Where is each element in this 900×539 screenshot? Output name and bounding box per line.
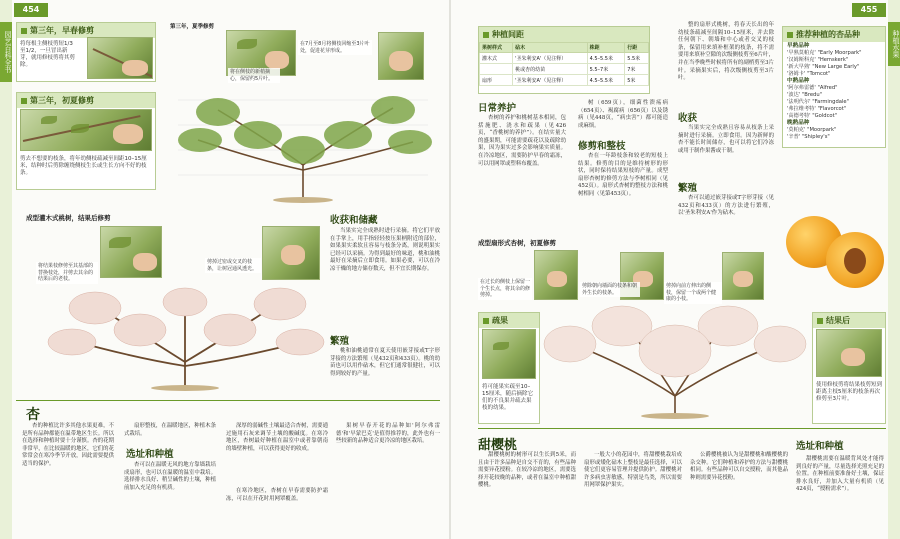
heading-apricot: 杏 bbox=[26, 407, 40, 423]
text-apricot-select: 杏可以在温暖无风的地方靠墙栽培成扇形，也可以在温暖的温室中栽培。选择排水良好、稍呈碱性的土壤，种植前加入充足的有机质。 bbox=[124, 462, 216, 491]
box-after-fruiting bbox=[812, 312, 886, 424]
list-item: '法明代尔' "Farmingdale" bbox=[787, 99, 849, 105]
heading-prop-apricot: 繁殖 bbox=[678, 183, 698, 194]
heading-harvest: 收获和储藏 bbox=[330, 215, 378, 226]
list-item: '洛姆卡' "Tomcot" bbox=[787, 71, 831, 77]
heading-cherry-select: 选址和种植 bbox=[796, 441, 844, 452]
box-thinning bbox=[478, 312, 540, 424]
heading-care: 日常养护 bbox=[478, 103, 517, 114]
apricot-stone bbox=[844, 248, 866, 274]
bullet-icon bbox=[21, 28, 27, 34]
text-fan-pruning: 整的扇形式桃树，将春天长出的年幼枝条疏减至间隔10–15厘米，并去除任何朝下、朝墙和中心或者交叉的枝条，保留用来填补框架的枝条，将不需要用来填补空隙的次级侧枝剪至6片叶，并在当季晚些时候将所有的副梢剪至3片叶。采摘果实后，将次级侧枝剪至3片叶。 bbox=[678, 22, 774, 82]
spacing-table bbox=[479, 42, 649, 86]
fig-fan-caption: 成型扇形式杏树，初夏修剪 bbox=[478, 239, 556, 247]
photo-thinning bbox=[482, 329, 536, 379]
recommend-title: 推荐种植的杏品种 bbox=[796, 30, 860, 39]
spacing-table-box bbox=[478, 26, 650, 94]
spacing-table-title: 种植间距 bbox=[492, 30, 524, 39]
list-item: '弗拉维考特' "Flavorcot" bbox=[787, 106, 847, 112]
heading-pruning: 修剪和整枝 bbox=[578, 141, 626, 152]
text-apricot-col2-top: 扇形整枝，在温暖地区，种植木条式栽培。 bbox=[124, 423, 216, 437]
box-early-summer-text: 剪去不想要的枝条，将年幼侧枝疏减至间距10–15厘米，结种时后剪除缠绕侧枝生长或生长方向不好的枝条。 bbox=[20, 156, 147, 176]
illustration-summer-tree bbox=[158, 80, 448, 205]
list-item: '高德考特' "Goldcot" bbox=[787, 113, 838, 119]
photo-fan-3 bbox=[722, 252, 764, 300]
photo-summer-2 bbox=[378, 32, 424, 80]
text-care: 杏树的养护和桃树基本相同，包括施肥、浇水和疏果（见426页，“香桃树的养护”）。在结实量大的盛果期，可能需要疏花以及疏除幼果，因为果实过多会影响果实质量。在冷凉地区，需要防护早春的霜冻，可以用网罩或塑料布覆盖。 bbox=[478, 115, 566, 167]
box-thinning-text: 将可能果实疏至10–15厘米，随后摘除它们的不良果并疏去果枝的幼果。 bbox=[482, 384, 533, 411]
left-page-number: 454 bbox=[14, 3, 48, 17]
apricot-half-image bbox=[826, 232, 884, 288]
box-early-spring bbox=[16, 22, 156, 82]
bullet-icon bbox=[817, 318, 823, 324]
callout-summer-1: 将在侧枝的新梢摘心，保留约5片叶。 bbox=[228, 68, 280, 83]
callout-fan-2: 剪除朝向墙面的枝条和朝外生长的枝条。 bbox=[580, 282, 640, 297]
list-item: '新大早熟' "New Large Early" bbox=[787, 64, 860, 70]
text-apricot-col3: 深厚的弱碱性土壤最适合杏树，需要通过施用石灰来调节土壤的酸碱度。在寒冷地区，杏树最好种植在温室中或者靠朝南的墙壁种植，可以获得更好的收成。 bbox=[226, 423, 328, 452]
photo-spring-pruning bbox=[87, 37, 153, 79]
variety-list: 早熟品种 '早熟莫帕克' "Early Moorpark" '汉姆斯科克' "Hemskerk" '新大早熟' "New Large Early" '洛姆卡' "Tomcot" 中熟品种 '阿尔弗雷德' "Alfred" '波达' "Bredu" '法明代尔' "Farmingdale" '弗拉维考特' "Flavorcot" '高德考特' "Goldcot" 晚熟品种 '莫帕克' "Moorpark" '辛普' "Shipley's" bbox=[787, 43, 883, 141]
callout-bush-2: 剪掉过密或交叉的枝条，让树冠通风透光。 bbox=[205, 258, 261, 273]
heading-apricot-select: 选址和种植 bbox=[126, 449, 174, 460]
heading-harvest-apricot: 收获 bbox=[678, 113, 698, 124]
list-item: '莫帕克' "Moorpark" bbox=[787, 127, 837, 133]
right-side-strip bbox=[888, 0, 900, 539]
text-apricot: 杏的种植比许多其他水果更难，不是所有品种都能在温带地区生长。所以在选择和种植时要十分谨慎。杏的花期非常早，在比较温暖的地区，它们的花常常会在寒冷季节开放，因此需要提供适当的保护。 bbox=[22, 423, 114, 467]
right-page-number: 455 bbox=[852, 3, 886, 17]
text-disease: 树（659页），细菌性溃疡病（654页）、褐腐病（656页）以及锈病（见448页，“病虫害”）都可能造成麻烦。 bbox=[578, 100, 668, 129]
callout-summer-2: 在7月至8月将侧枝回缩至3片叶处，促进花芽形成。 bbox=[298, 40, 372, 55]
fig-bush-caption: 成型灌木式桃树，结果后修剪 bbox=[26, 214, 111, 222]
text-pruning: 杏在一年龄枝条和较老的短枝上结果。修剪的目的是维持树形的形状，同时保持结果短枝的产量。成型扇形杏树的修剪方法与李树相同（见452页）。扇形式杏树的整枝方法和桃树相同（见第453页）。 bbox=[578, 153, 668, 197]
list-item: '早熟莫帕克' "Early Moorpark" bbox=[787, 50, 862, 56]
bullet-icon bbox=[483, 32, 489, 38]
text-propagation: 桃和油桃通常在夏天使用嵌芽接或T字形芽接的方法繁殖（见432页和433页）。桃的幼苗也可以用作砧木，但它们通常很健壮，可以得到较好的产量。 bbox=[330, 348, 440, 377]
illustration-fan-tree bbox=[540, 296, 810, 421]
table-header-row: 果树样式 砧木 株距 行距 bbox=[480, 43, 649, 53]
text-harvest-apricot: 当果实完全成熟且容易从枝条上采摘时进行采摘。立即食用。因为新鲜的杏不能长时间储存，也可以将它们冷冻或用于制作果酱或干制。 bbox=[678, 125, 774, 154]
heading-propagation: 繁殖 bbox=[330, 336, 350, 347]
photo-fan-1 bbox=[534, 250, 578, 300]
box-early-spring-text: 将每根主侧枝剪短1/3至1/2，一旦冒出新芽，就用修枝剪将其剪除。 bbox=[20, 41, 76, 68]
photo-after-fruiting bbox=[816, 329, 882, 377]
bullet-icon bbox=[787, 32, 793, 38]
heading-cherry: 甜樱桃 bbox=[478, 438, 518, 453]
list-item: '辛普' "Shipley's" bbox=[787, 134, 830, 140]
box-early-summer-title: 第三年，初夏修剪 bbox=[30, 96, 94, 105]
box-after-title: 结果后 bbox=[826, 316, 850, 325]
table-row: 灌木式 '圣朱利安A'（见注释） 4.5–5.5米 5.5米 bbox=[480, 53, 649, 64]
table-row: 桃或杏的幼苗 5.5–7米 7米 bbox=[480, 64, 649, 75]
callout-bush-1: 将结果枝修剪至其基部的替换枝处，并剪去其余的结果后的老枝。 bbox=[36, 262, 98, 284]
box-after-text: 使用修枝剪将结果枝剪短到距离主枝5厘米的枝条再次修剪至3片叶。 bbox=[816, 382, 883, 402]
list-item: '汉姆斯科克' "Hemskerk" bbox=[787, 57, 849, 63]
text-cherry-col2: 一般大小的花园中，将甜樱桃栽培成扇形或矮化砧木上整枝是最佳选择，可以使它们更容易管理并提供防护。甜樱桃对许多病虫害敏感，特别是鸟类，所以需要用网罩保护果实。 bbox=[584, 452, 682, 489]
text-cherry-select: 甜樱桃需要在温暖背风处才能得到良好的产量，尽量选择光照充足的位置。在种植前要准备好土壤，保证排水良好，并加入大量有机质（见424页，“授粉需求”）。 bbox=[796, 456, 884, 493]
list-item: '波达' "Bredu" bbox=[787, 92, 822, 98]
bullet-icon bbox=[483, 318, 489, 324]
divider-apricot bbox=[16, 400, 440, 401]
table-row: 扇形 '圣朱利安A'（见注释） 4.5–5.5米 5米 bbox=[480, 75, 649, 86]
photo-summer-pruning bbox=[20, 109, 152, 151]
right-side-tab: 种植水果 bbox=[888, 22, 900, 66]
bullet-icon bbox=[21, 98, 27, 104]
callout-fan-1: 在过长的侧枝上保留一个生长点，将其余的修剪掉。 bbox=[480, 279, 531, 298]
box-early-summer bbox=[16, 92, 156, 190]
list-item: '阿尔弗雷德' "Alfred" bbox=[787, 85, 838, 91]
text-cherry: 甜樱桃树的树形可以生长到5米，而且由于许多品种是自交不育的，有些品种需要异花授粉。在较冷凉的地区，需要选择开花较晚的品种，或者在温室中种植甜樱桃。 bbox=[478, 452, 576, 489]
box-thinning-title: 疏果 bbox=[492, 316, 508, 325]
left-side-tab: 园艺百科全书 bbox=[0, 22, 12, 82]
illustration-bush-tree bbox=[40, 270, 330, 395]
text-apricot-col4: 果树早春开花的品种如'阿尔弗雷德'和'早蒙巴克'是值得推荐的，此外也有一些较新的品种适合更冷凉的地区栽培。 bbox=[336, 423, 440, 445]
callout-fan-3: 剪掉向前方伸出的侧枝，保留一个或两个健康的小枝。 bbox=[664, 282, 722, 304]
text-prop-apricot: 杏可以通过嵌芽接或T字形芽接（见432页和433页）的方法进行繁殖，以'圣朱利安A'作为砧木。 bbox=[678, 195, 774, 217]
text-cherry-col3: 公爵樱桃被认为是甜樱桃和酸樱桃的杂交种。它们种植和养护的方法与甜樱桃相同。有些品种可以自交授粉，而其他品种则需要异花授粉。 bbox=[690, 452, 788, 481]
page-gutter bbox=[449, 0, 451, 539]
text-harvest: 当果实完全成熟时进行采摘。将它们平放在手掌上，用手指轻轻按压果柄附近的部位，如果果实柔软且容易与枝条分离，则说明果实已经可以采摘。为得到最好的味道，桃和油桃最好在采摘后立即食用。如果必要，可以在冷凉干燥的地方储存数天，但不宜长期保存。 bbox=[330, 228, 440, 272]
recommend-box bbox=[782, 26, 886, 148]
text-apricot-col3b: 在寒冷地区，杏树在早春需要防护霜冻，可以在开花时用网罩覆盖。 bbox=[226, 488, 328, 502]
fig-summer-caption: 第三年，夏季修剪 bbox=[170, 24, 215, 30]
divider-cherry bbox=[478, 428, 886, 429]
box-early-spring-title: 第三年，早春修剪 bbox=[30, 26, 94, 35]
